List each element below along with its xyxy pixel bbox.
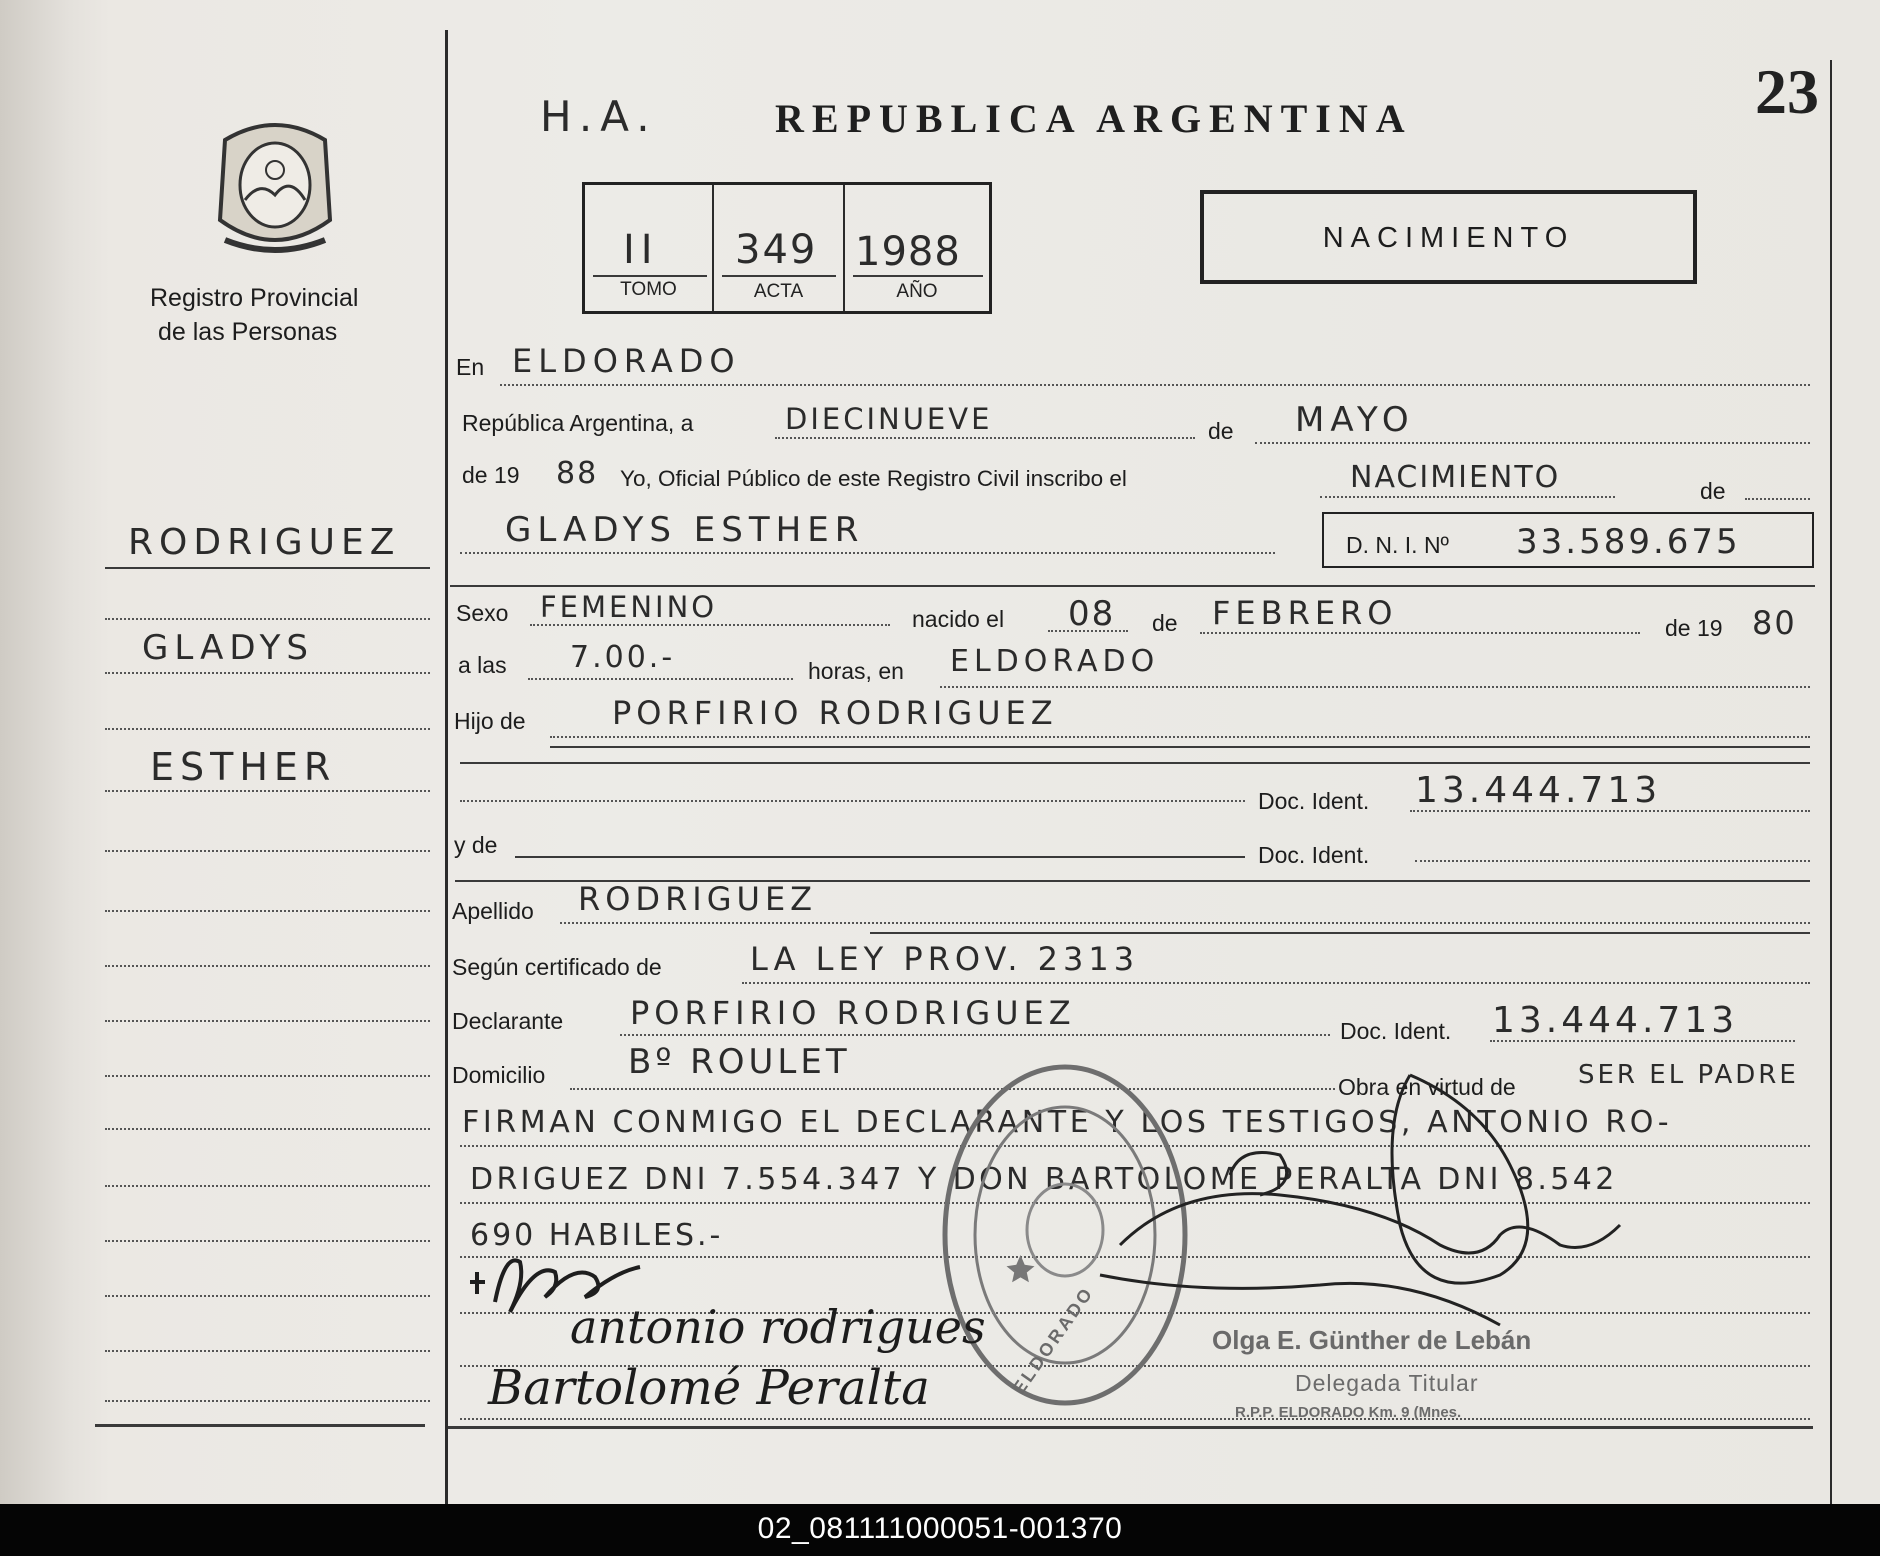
form-dotline [775,437,1195,439]
registry-name-line2: de las Personas [158,318,338,346]
year-prefix: de 19 [462,462,520,488]
form-dotline [940,686,1810,688]
form-dotline [500,384,1810,386]
margin-dotline [105,965,430,967]
form-dotline [620,1034,1330,1036]
margin-dotline [105,910,430,912]
obra-value: SER EL PADRE [1578,1060,1799,1090]
form-rule [870,932,1810,934]
declarante-doc-value: 13.444.713 [1492,1000,1739,1041]
official-title: Delegada Titular [1295,1370,1479,1396]
dni-value: 33.589.675 [1516,522,1741,562]
tomo-value: II [623,227,659,273]
form-dotline [1415,860,1810,862]
birth-year-prefix: de 19 [1665,615,1723,641]
form-dotline [1320,496,1615,498]
record-type-label: NACIMIENTO [1322,222,1575,254]
dni-box [1322,512,1814,568]
free-text-line1: FIRMAN CONMIGO EL DECLARANTE Y LOS TESTIGOS, ANTONIO RO- [462,1105,1673,1140]
republica-label: República Argentina, a [462,410,694,436]
margin-dotline [105,790,430,792]
father-doc-value: 13.444.713 [1415,770,1662,811]
page-number: 23 [1755,56,1819,127]
father-name-value: PORFIRIO RODRIGUEZ [612,694,1058,732]
event-value: NACIMIENTO [1350,460,1561,495]
registry-name-line1: Registro Provincial [150,284,359,312]
nacido-label: nacido el [912,606,1005,632]
official-location: R.P.P. ELDORADO Km. 9 (Mnes. [1235,1404,1462,1421]
free-text-line2: DRIGUEZ DNI 7.554.347 Y DON BARTOLOME PERALTA DNI 8.542 [470,1162,1618,1197]
horas-label: horas, en [808,658,904,684]
sexo-label: Sexo [456,600,509,626]
margin-dotline [105,1075,430,1077]
witness-signature-2: Bartolomé Peralta [488,1360,930,1416]
margin-dotline [105,672,430,674]
apellido-value: RODRIGUEZ [578,880,818,918]
segun-label: Según certificado de [452,954,662,980]
margin-surname: RODRIGUEZ [128,522,401,563]
margin-surname-rule [105,567,430,569]
margin-dotline [105,1400,430,1402]
doc-ident-label: Doc. Ident. [1258,788,1370,814]
form-rule [550,746,1810,748]
record-box-rule [722,275,836,277]
official-name: Olga E. Günther de Lebán [1212,1325,1532,1355]
form-dotline [1490,1040,1795,1042]
certificado-value: LA LEY PROV. 2313 [750,940,1140,978]
country-title: REPUBLICA ARGENTINA [775,96,1413,141]
obra-label: Obra en virtud de [1338,1074,1516,1100]
day-words-value: DIECINUEVE [785,402,993,436]
right-border-rule [1830,60,1832,1504]
y-de-label: y de [454,832,498,858]
form-dotline [1745,498,1810,500]
header-initials: H.A. [540,92,658,141]
provincial-seal-icon [205,110,345,260]
doc-ident-label-2: Doc. Ident. [1258,842,1370,868]
anio-value: 1988 [855,229,961,275]
margin-dotline [105,850,430,852]
form-dotline [742,982,1810,984]
de-label-2: de [1700,478,1726,504]
left-column-rule [445,30,448,1504]
form-dotline [550,736,1810,738]
form-dotline [530,624,890,626]
record-box-rule [853,275,983,277]
child-name-value: GLADYS ESTHER [505,510,865,550]
acta-value: 349 [735,227,818,273]
form-dotline [460,552,1275,554]
witness-signature-1: antonio rodrigues [570,1300,986,1354]
form-dotline [1200,632,1640,634]
birth-place-value: ELDORADO [950,644,1160,679]
place-value: ELDORADO [512,342,741,380]
margin-dotline [105,1240,430,1242]
form-bottom-rule [448,1426,1813,1429]
section-rule [450,585,1815,587]
oficial-text: Yo, Oficial Público de este Registro Civil inscribo el [620,466,1127,491]
birth-time-value: 7.00.- [570,640,676,675]
de-label-3: de [1152,610,1178,636]
margin-dotline [105,618,430,620]
a-las-label: a las [458,652,507,678]
margin-dotline [105,1020,430,1022]
file-id-label: 02_081111000051-001370 [757,1512,1123,1545]
apellido-label: Apellido [452,898,534,924]
form-rule [460,762,1810,764]
margin-dotline [105,1295,430,1297]
declarante-label: Declarante [452,1008,564,1034]
margin-dotline [105,728,430,730]
year-suffix: 88 [556,456,599,491]
record-number-box [582,182,992,314]
en-label: En [456,354,485,380]
dni-label: D. N. I. Nº [1346,532,1449,558]
margin-dotline [105,1185,430,1187]
month-value: MAYO [1295,400,1415,440]
tomo-label: TOMO [620,279,677,300]
domicilio-value: Bº ROULET [628,1042,851,1082]
acta-label: ACTA [753,281,804,302]
record-type-box [1200,190,1697,284]
margin-given-name1: GLADYS [142,628,314,668]
declarante-value: PORFIRIO RODRIGUEZ [630,994,1076,1032]
form-rule [515,856,1245,858]
record-box-rule [593,275,707,277]
margin-dotline [105,1350,430,1352]
hijo-label: Hijo de [454,708,526,734]
domicilio-label: Domicilio [452,1062,546,1088]
form-dotline [560,922,1810,924]
birth-day-value: 08 [1068,594,1116,634]
form-dotline [1410,810,1810,812]
de-label: de [1208,418,1234,444]
doc-ident-label-3: Doc. Ident. [1340,1018,1452,1044]
anio-label: AÑO [896,281,938,302]
form-dotline [528,678,793,680]
form-dotline [1255,442,1810,444]
stamp-place: ELDORADO [1008,1282,1098,1398]
birth-month-value: FEBRERO [1212,594,1398,632]
free-text-line3: 690 HABILES.- [470,1218,724,1253]
margin-given-name2: ESTHER [150,745,337,789]
margin-bottom-rule [95,1424,425,1427]
form-dotline [1048,630,1128,632]
form-dotline [460,800,1245,802]
sexo-value: FEMENINO [540,590,718,624]
birth-year-suffix: 80 [1752,604,1797,642]
official-signature [1080,1045,1640,1345]
margin-dotline [105,1128,430,1130]
